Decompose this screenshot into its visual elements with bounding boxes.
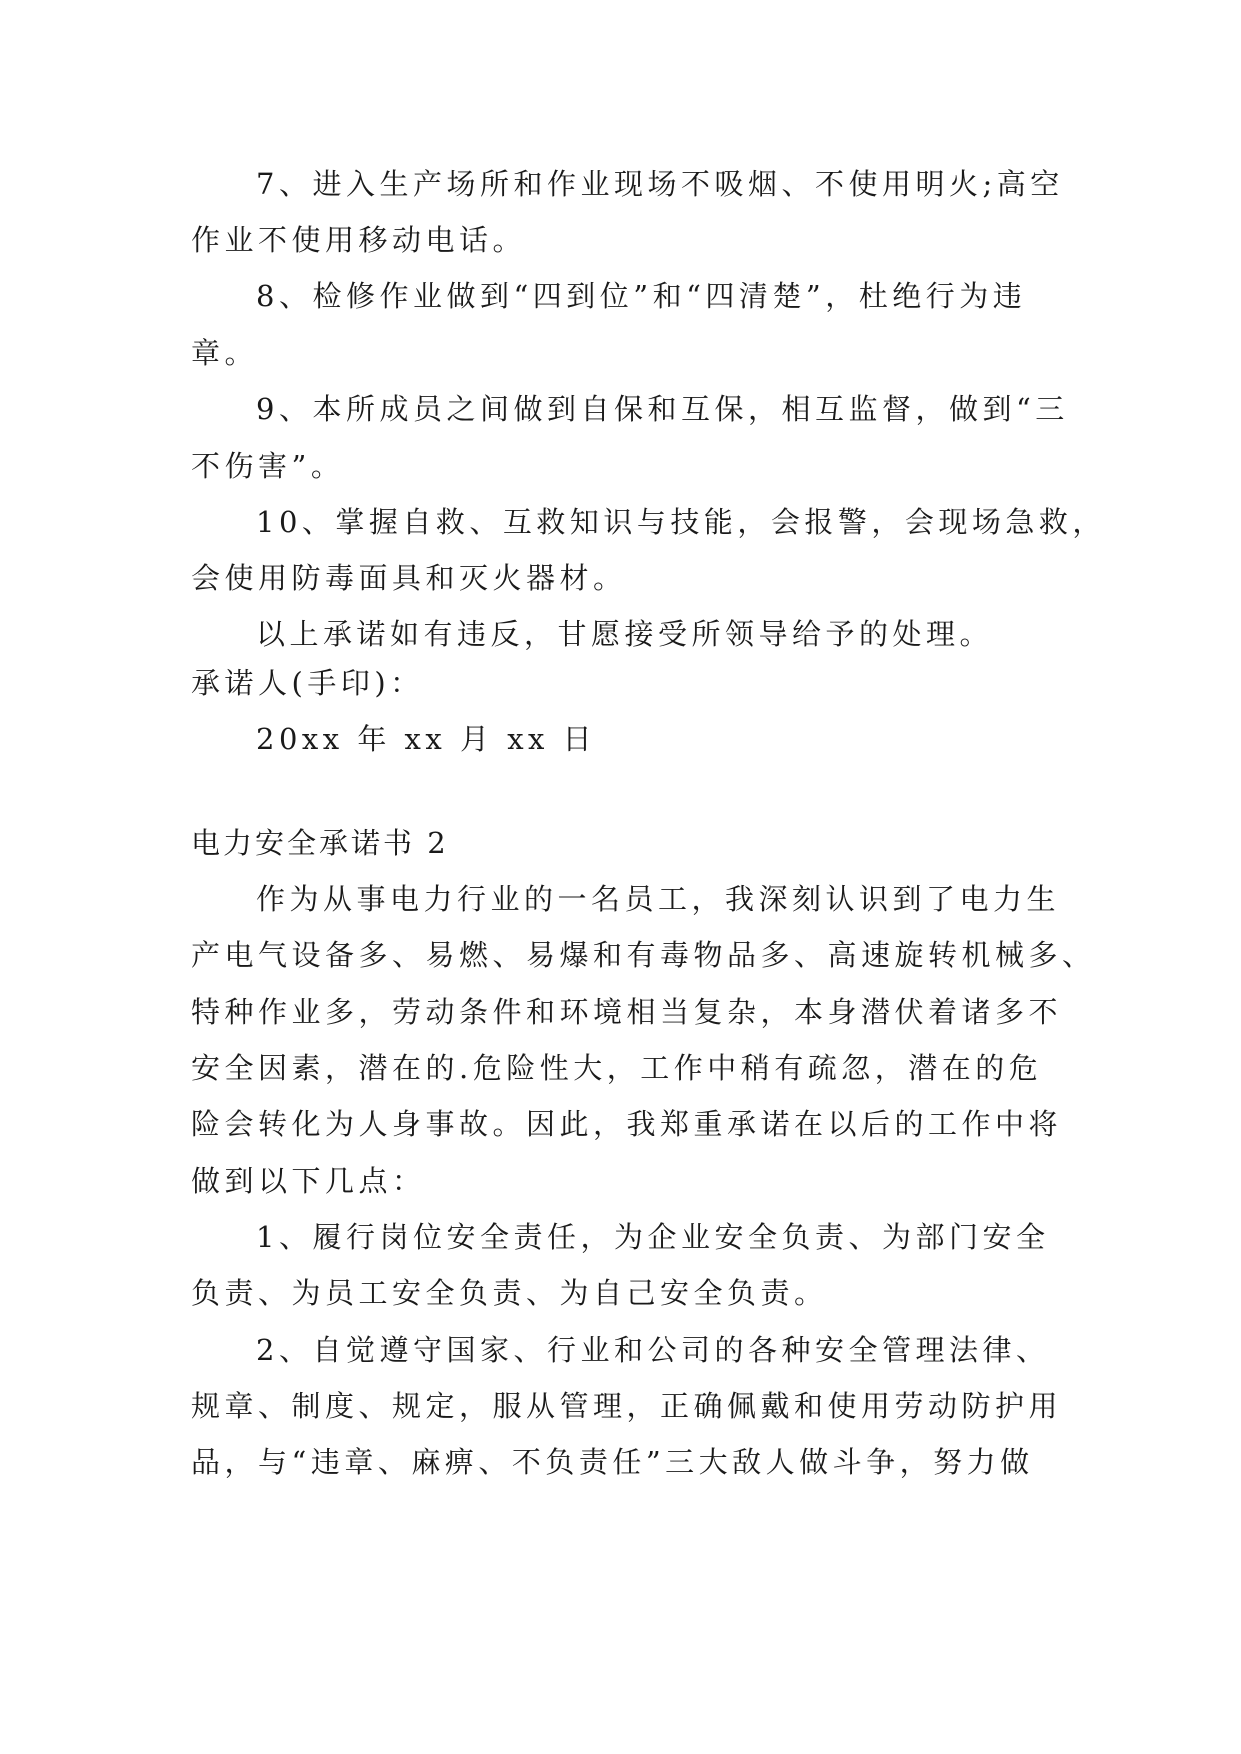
signatory-label: 承诺人(手印)： bbox=[191, 666, 424, 700]
paragraph-line: 会使用防毒面具和灭火器材。 bbox=[191, 561, 627, 595]
paragraph-line: 8、检修作业做到“四到位”和“四清楚”，杜绝行为违 bbox=[256, 279, 1027, 313]
paragraph-line: 险会转化为人身事故。因此，我郑重承诺在以后的工作中将 bbox=[191, 1107, 1063, 1141]
paragraph-line: 产电气设备多、易燃、易爆和有毒物品多、高速旋转机械多、 bbox=[191, 938, 1096, 972]
closing-statement: 以上承诺如有违反，甘愿接受所领导给予的处理。 bbox=[256, 617, 994, 651]
paragraph-line: 10、掌握自救、互救知识与技能，会报警，会现场急救， bbox=[256, 505, 1106, 539]
section-title: 电力安全承诺书 2 bbox=[191, 826, 449, 860]
paragraph-line: 品，与“违章、麻痹、不负责任”三大敌人做斗争，努力做 bbox=[191, 1445, 1034, 1479]
paragraph-line: 7、进入生产场所和作业现场不吸烟、不使用明火;高空 bbox=[256, 167, 1064, 201]
paragraph-line: 2、自觉遵守国家、行业和公司的各种安全管理法律、 bbox=[256, 1333, 1050, 1367]
paragraph-line: 规章、制度、规定，服从管理，正确佩戴和使用劳动防护用 bbox=[191, 1389, 1063, 1423]
paragraph-line: 负责、为员工安全负责、为自己安全负责。 bbox=[191, 1276, 828, 1310]
paragraph-line: 作业不使用移动电话。 bbox=[191, 223, 527, 257]
paragraph-line: 安全因素，潜在的.危险性大，工作中稍有疏忽，潜在的危 bbox=[191, 1051, 1043, 1085]
paragraph-line: 9、本所成员之间做到自保和互保，相互监督，做到“三 bbox=[256, 392, 1069, 426]
signature-date: 20xx 年 xx 月 xx 日 bbox=[256, 722, 597, 756]
paragraph-line: 不伤害”。 bbox=[191, 449, 345, 483]
paragraph-line: 作为从事电力行业的一名员工，我深刻认识到了电力生 bbox=[256, 882, 1061, 916]
paragraph-line: 章。 bbox=[191, 336, 259, 370]
paragraph-line: 做到以下几点： bbox=[191, 1164, 426, 1198]
paragraph-line: 特种作业多，劳动条件和环境相当复杂，本身潜伏着诸多不 bbox=[191, 995, 1063, 1029]
paragraph-line: 1、履行岗位安全责任，为企业安全负责、为部门安全 bbox=[256, 1220, 1050, 1254]
